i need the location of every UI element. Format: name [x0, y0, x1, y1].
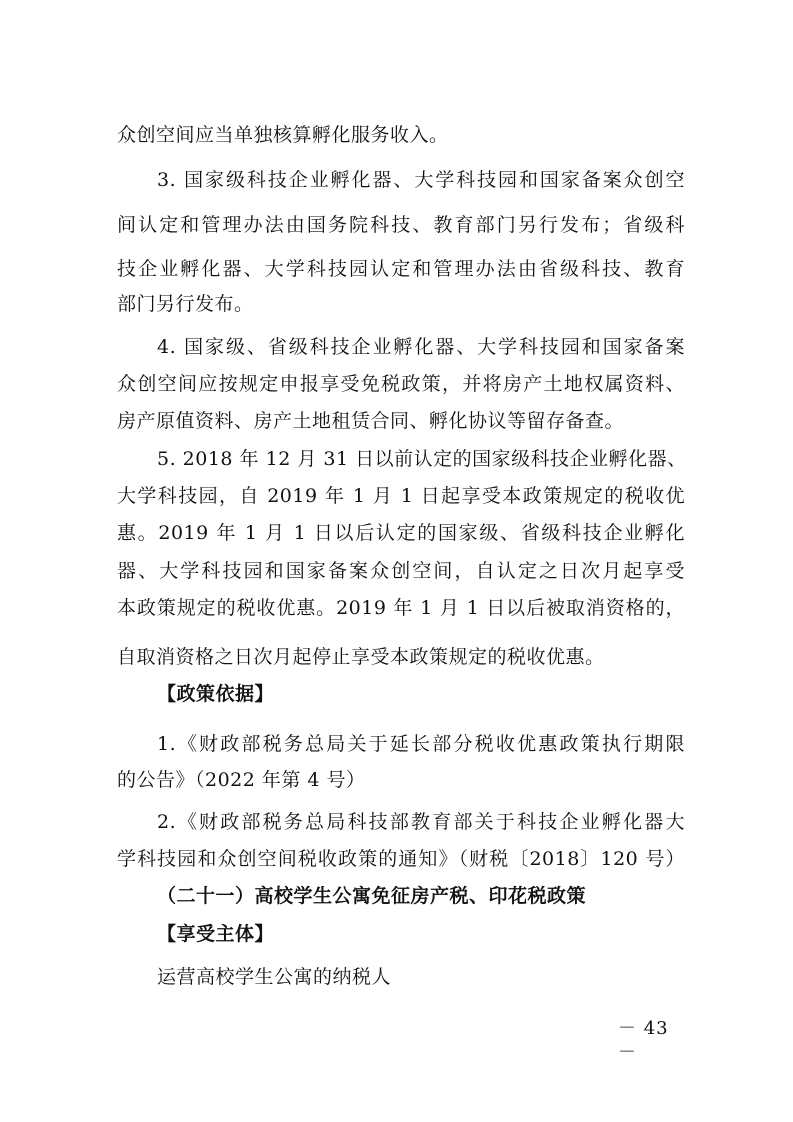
paragraph-line: 5. 2018 年 12 月 31 日以前认定的国家级科技企业孵化器、	[157, 448, 687, 470]
section-heading: 【政策依据】	[157, 683, 275, 705]
paragraph-line: 4. 国家级、省级科技企业孵化器、大学科技园和国家备案	[157, 336, 685, 358]
paragraph-line: 房产原值资料、房产土地租赁合同、孵化协议等留存备查。	[117, 410, 625, 432]
paragraph-line: 众创空间应当单独核算孵化服务收入。	[117, 124, 449, 146]
paragraph-line: 大学科技园，自 2019 年 1 月 1 日起享受本政策规定的税收优	[117, 485, 685, 507]
page-number: － 43 －	[618, 1018, 669, 1063]
paragraph-line: 2.《财政部税务总局科技部教育部关于科技企业孵化器大	[157, 811, 685, 833]
paragraph-line: 自取消资格之日次月起停止享受本政策规定的税收优惠。	[117, 646, 605, 668]
section-heading: 【享受主体】	[157, 923, 275, 945]
paragraph-line: 部门另行发布。	[117, 293, 254, 315]
paragraph-line: 运营高校学生公寓的纳税人	[157, 966, 392, 988]
paragraph-line: 技企业孵化器、大学科技园认定和管理办法由省级科技、教育	[117, 258, 685, 280]
subsection-title: （二十一）高校学生公寓免征房产税、印花税政策	[157, 885, 587, 907]
paragraph-line: 1.《财政部税务总局关于延长部分税收优惠政策执行期限	[157, 733, 685, 755]
paragraph-line: 器、大学科技园和国家备案众创空间，自认定之日次月起享受	[117, 560, 685, 582]
paragraph-line: 间认定和管理办法由国务院科技、教育部门另行发布；省级科	[117, 214, 685, 236]
paragraph-line: 的公告》（2022 年第 4 号）	[117, 769, 366, 791]
paragraph-line: 众创空间应按规定申报享受免税政策，并将房产土地权属资料、	[117, 373, 685, 395]
paragraph-line: 惠。2019 年 1 月 1 日以后认定的国家级、省级科技企业孵化	[117, 522, 685, 544]
paragraph-line: 本政策规定的税收优惠。2019 年 1 月 1 日以后被取消资格的，	[117, 597, 685, 619]
paragraph-line: 3. 国家级科技企业孵化器、大学科技园和国家备案众创空	[157, 169, 685, 191]
paragraph-line: 学科技园和众创空间税收政策的通知》（财税〔2018〕120 号）	[117, 848, 685, 870]
